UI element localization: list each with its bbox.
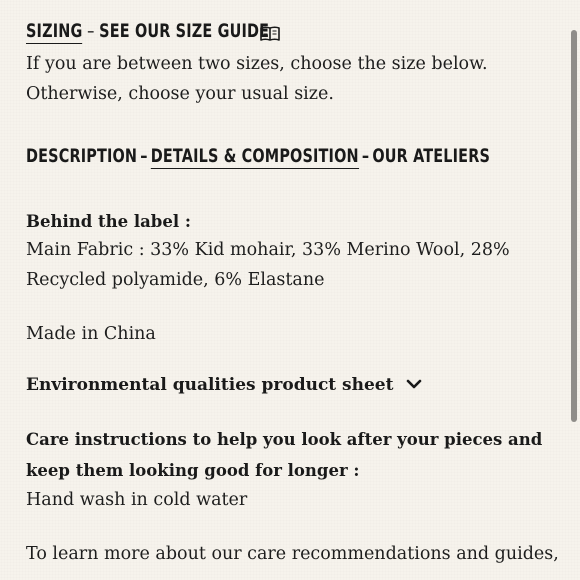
scrollbar[interactable] <box>571 30 577 422</box>
environmental-sheet-label: Environmental qualities product sheet <box>26 375 394 395</box>
care-instruction: Hand wash in cold water <box>26 490 248 510</box>
book-icon[interactable] <box>260 26 280 42</box>
sizing-advice-line-1: If you are between two sizes, choose the size below. <box>26 54 488 74</box>
label-heading: Behind the label : <box>26 212 191 231</box>
tab-description[interactable]: DESCRIPTION <box>26 146 138 167</box>
care-heading-line-1: Care instructions to help you look after your pieces and <box>26 430 543 449</box>
description-tabs <box>26 144 580 170</box>
tab-separator: – <box>361 146 370 167</box>
care-heading-line-2: keep them looking good for longer : <box>26 461 360 480</box>
fabric-line-1: Main Fabric : 33% Kid mohair, 33% Merino Wool, 28% <box>26 240 510 260</box>
fabric-line-2: Recycled polyamide, 6% Elastane <box>26 270 325 290</box>
made-in: Made in China <box>26 324 156 344</box>
product-info-panel <box>26 0 559 580</box>
sizing-header <box>26 19 338 45</box>
learn-more-text: To learn more about our care recommendations and guides, <box>26 544 559 564</box>
environmental-sheet-toggle[interactable] <box>26 370 423 400</box>
tab-details-composition[interactable]: DETAILS & COMPOSITION <box>150 146 359 167</box>
size-guide-link[interactable]: SEE OUR SIZE GUIDE <box>99 21 270 42</box>
tab-our-ateliers[interactable]: OUR ATELIERS <box>372 146 491 167</box>
tab-separator: – <box>140 146 148 167</box>
sizing-advice-line-2: Otherwise, choose your usual size. <box>26 84 334 104</box>
tab-sizing[interactable]: SIZING <box>26 21 83 42</box>
separator: – <box>87 21 95 42</box>
chevron-down-icon <box>405 377 423 391</box>
